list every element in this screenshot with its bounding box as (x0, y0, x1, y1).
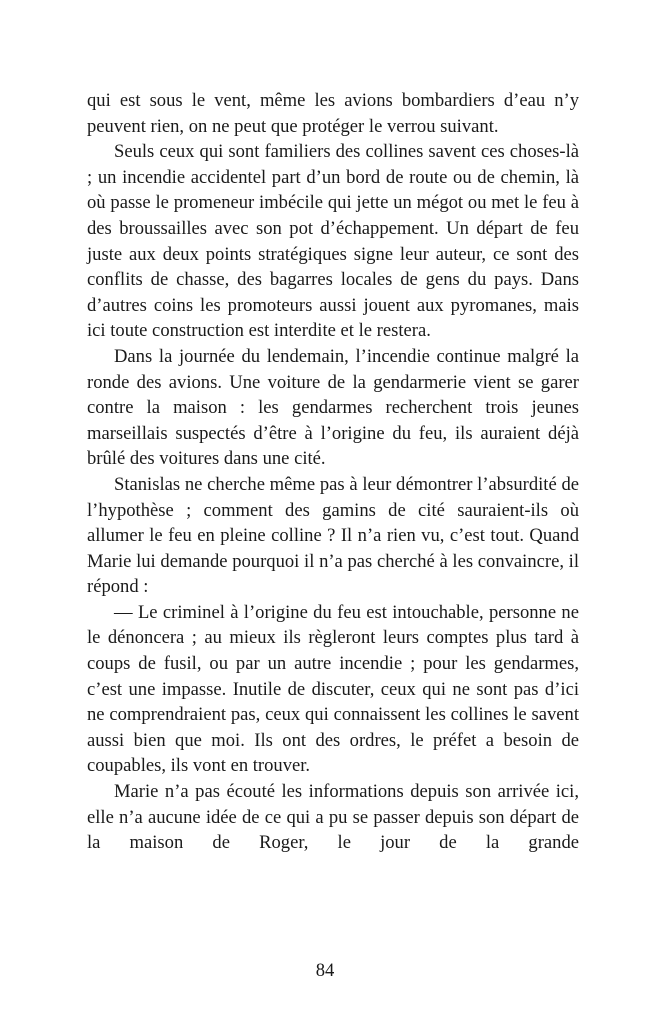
paragraph-lendemain: Dans la journée du lendemain, l’incendie continue malgré la ronde des avions. Une voiture de la gendarmerie vient se garer contre la maison : les gendarmes recherchent trois jeunes marseillais suspectés d’être à l’origine du feu, ils auraient déjà brûlé des voitures dans une cité. (87, 345, 579, 470)
page-number: 84 (315, 960, 335, 981)
paragraph-continuation: qui est sous le vent, même les avions bombardiers d’eau n’y peuvent rien, on ne peut que protéger le verrou suivant. (87, 90, 579, 137)
paragraph-stanislas: Stanislas ne cherche même pas à leur démontrer l’absurdité de l’hypothèse ; comment des gamins de cité sauraient-ils où allumer le feu en pleine colline ? Il n’a rien vu, c’est tout. Quand Marie lui demande pourquoi il n’a pas cherché à les convaincre, il répond : (87, 473, 579, 598)
paragraph-dialogue: — Le criminel à l’origine du feu est intouchable, personne ne le dénoncera ; au mieux ils règleront leurs comptes plus tard à coups de fusil, ou par un autre incendie ; pour les gendarmes, c’est une impasse. Inutile de discuter, ceux qui ne sont pas d’ici ne comprendraient pas, ceux qui connaissent les collines le savent aussi bien que moi. Ils ont des ordres, le préfet a besoin de coupables, ils vont en trouver. (87, 601, 579, 777)
body-text (87, 88, 579, 856)
paragraph-collines: Seuls ceux qui sont familiers des collines savent ces choses-là ; un incendie accidentel part d’un bord de route ou de chemin, là où passe le promeneur imbécile qui jette un mégot ou met le feu à des broussailles avec son pot d’échappement. Un départ de feu juste aux deux points stratégiques signe leur auteur, ce sont des conflits de chasse, des bagarres locales de gens du pays. Dans d’autres coins les promoteurs aussi jouent aux pyromanes, mais ici toute construction est interdite et le restera. (87, 141, 579, 342)
paragraph-marie: Marie n’a pas écouté les informations depuis son arrivée ici, elle n’a aucune idée de ce qui a pu se passer depuis son départ de la maison de Roger, le jour de la grande (87, 781, 579, 854)
